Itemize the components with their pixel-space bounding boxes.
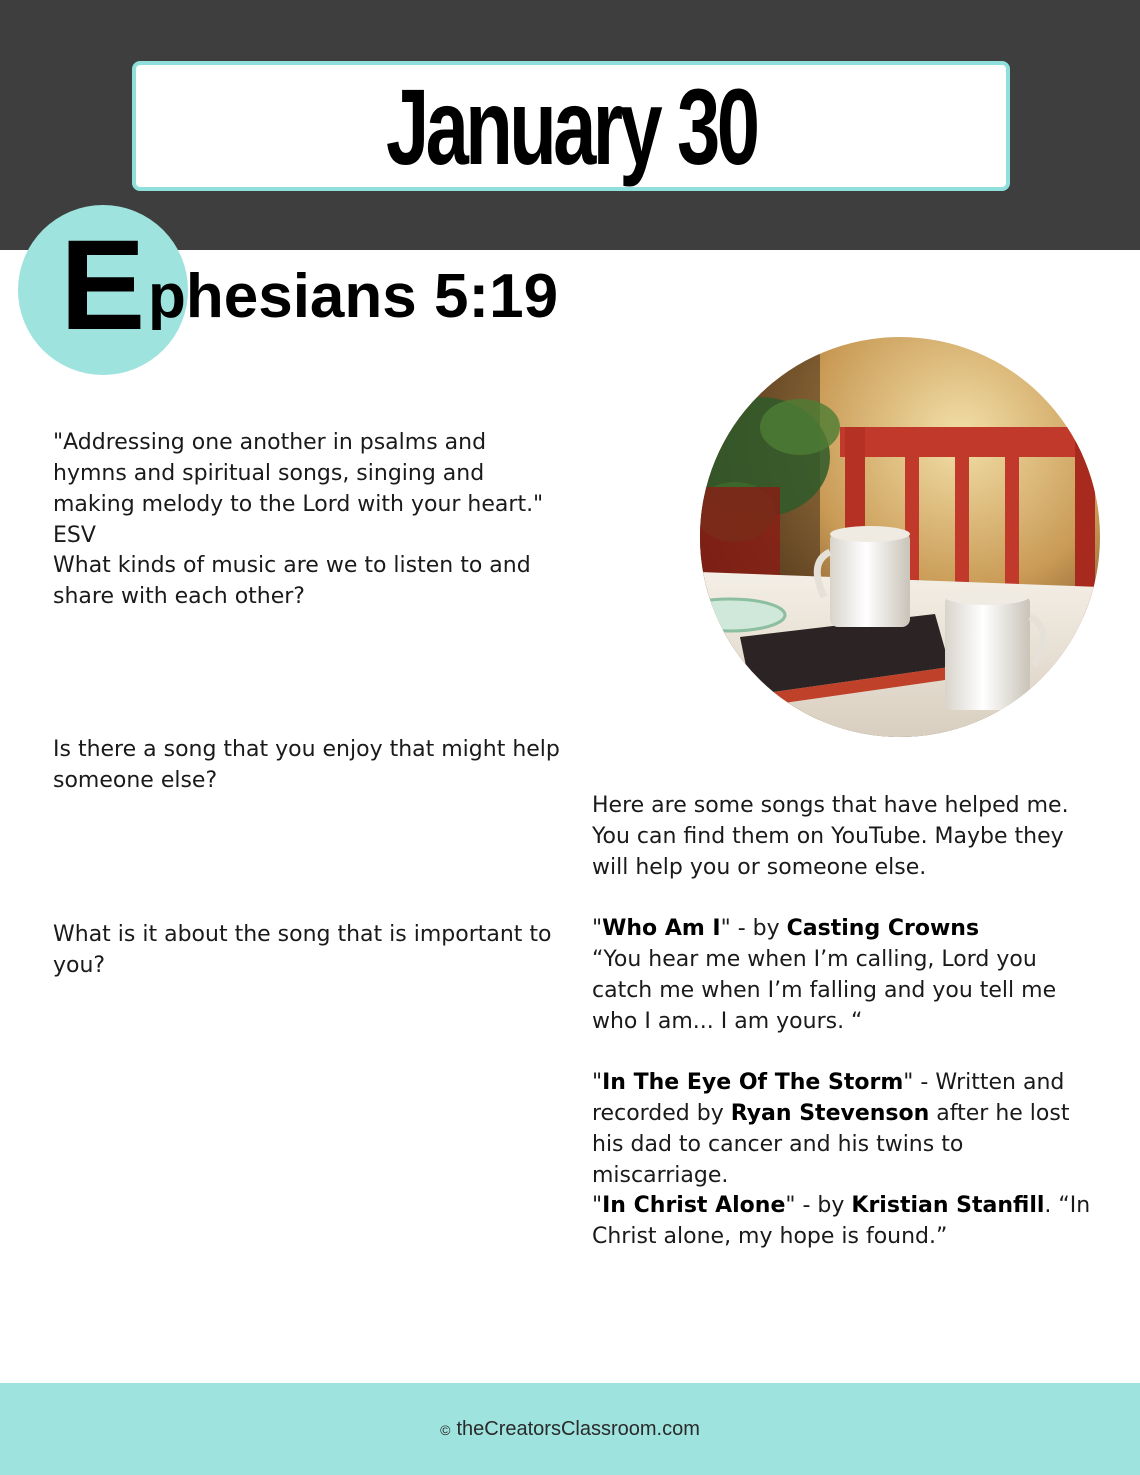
song-lyric: . “In Christ alone, my hope is found.” (592, 1193, 1091, 1249)
song-artist: Casting Crowns (786, 916, 980, 941)
song-entry: "In The Eye Of The Storm" - Written and recorded by Ryan Stevenson after he lost his dad to cancer and his twins to miscarriage. (592, 1070, 1070, 1188)
song-title: Who Am I (602, 916, 721, 941)
song-artist: Ryan Stevenson (730, 1101, 930, 1126)
copyright-icon: © (440, 1421, 451, 1438)
songs-intro: Here are some songs that have helped me. You can find them on YouTube. Maybe they will help you or someone else. (592, 793, 1069, 880)
song-description: after he lost his dad to cancer and his twins to miscarriage. (592, 1101, 1070, 1188)
coffee-cups-bible-photo (700, 337, 1100, 737)
question-song-help: Is there a song that you enjoy that might help someone else? (53, 737, 560, 793)
song-title: In The Eye Of The Storm (602, 1070, 904, 1095)
date-title: January 30 (385, 65, 757, 187)
song-entry: "In Christ Alone" - by Kristian Stanfill. “In Christ alone, my hope is found.” (592, 1193, 1091, 1249)
title-initial: E (60, 214, 146, 357)
footer-credit (440, 1418, 700, 1441)
song-entry: "Who Am I" - by Casting Crowns “You hear me when I’m calling, Lord you catch me when I’m falling and you tell me who I am... I am yours. “ (592, 916, 1057, 1034)
header-bar (0, 0, 1140, 250)
scripture-reference: phesians 5:19 (148, 262, 559, 331)
song-lyric: “You hear me when I’m calling, Lord you catch me when I’m falling and you tell me who I am... I am yours. “ (592, 947, 1057, 1034)
question-song-importance: What is it about the song that is important to you? (53, 922, 552, 978)
footer (0, 1383, 1140, 1475)
question-music: What kinds of music are we to listen to and share with each other? (53, 553, 531, 609)
date-box (132, 61, 1010, 191)
site-link[interactable]: theCreatorsClassroom.com (456, 1417, 700, 1440)
song-artist: Kristian Stanfill (851, 1193, 1045, 1218)
song-title: In Christ Alone (602, 1193, 786, 1218)
verse-text: "Addressing one another in psalms and hymns and spiritual songs, singing and making melody to the Lord with your heart." ESV (53, 430, 544, 548)
